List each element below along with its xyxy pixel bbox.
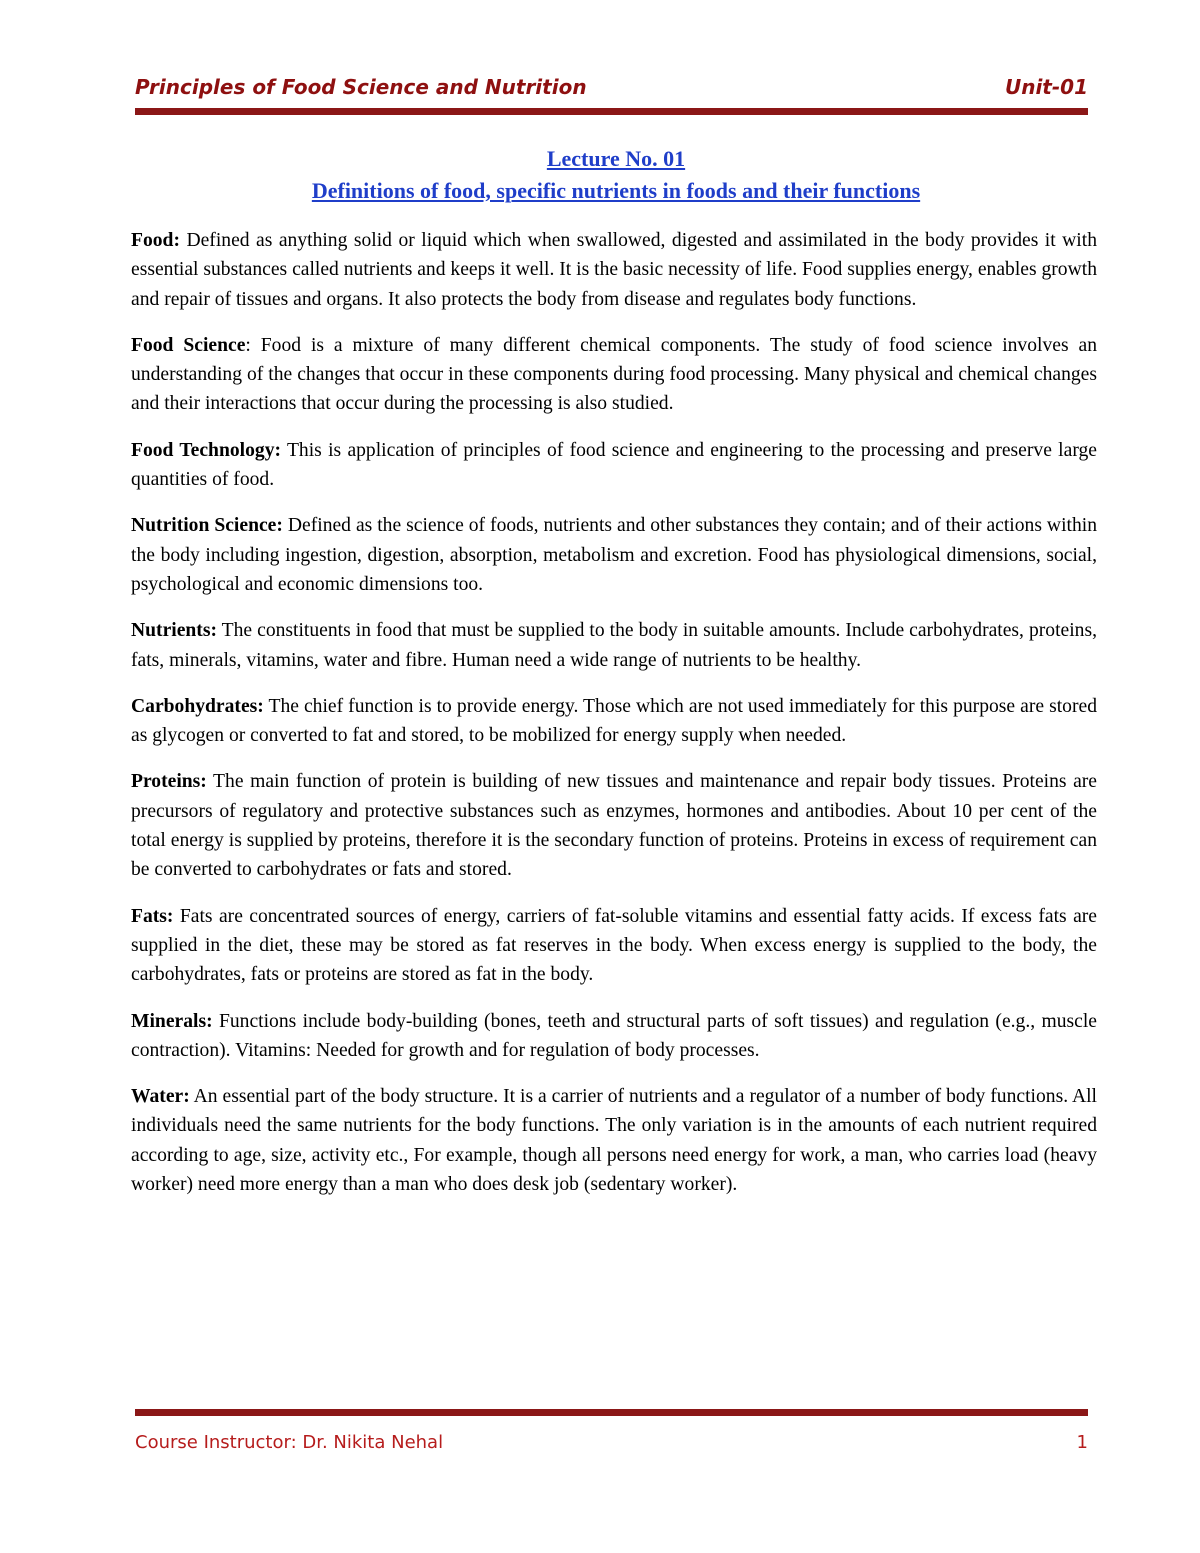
term-label: Carbohydrates:	[131, 695, 264, 717]
course-title: Principles of Food Science and Nutrition	[135, 75, 587, 99]
term-label: Proteins:	[131, 771, 207, 793]
term-label: Food Technology:	[131, 439, 282, 461]
lecture-body	[131, 226, 1097, 1216]
definition-text: Fats are concentrated sources of energy, carriers of fat-soluble vitamins and essential fatty acids. If excess fats are supplied in the diet, these may be stored as fat reserves in the body. When excess energy is supplied to the body, the carbohydrates, fats or proteins are stored as fat in the body.	[131, 905, 1097, 986]
definition-text: An essential part of the body structure. It is a carrier of nutrients and a regulator of a number of body functions. All individuals need the same nutrients for the body functions. The only variation is in the amounts of each nutrient required according to age, size, activity etc., For example, though all persons need energy for work, a man, who carries load (heavy worker) need more energy than a man who does desk job (sedentary worker).	[131, 1086, 1097, 1196]
page-number: 1	[1076, 1432, 1088, 1453]
term-label: Food Science	[131, 334, 246, 356]
term-label: Fats:	[131, 905, 174, 927]
lecture-number: Lecture No. 01	[546, 146, 686, 171]
term-label: Nutrients:	[131, 620, 217, 642]
definition-food-technology	[131, 436, 1097, 495]
definition-fats	[131, 902, 1097, 990]
term-label: Food:	[131, 230, 180, 251]
definition-food-science	[131, 331, 1097, 419]
definition-nutrition-science	[131, 511, 1097, 599]
definition-text: The constituents in food that must be supplied to the body in suitable amounts. Include carbohydrates, proteins, fats, minerals, vitamins, water and fibre. Human need a wide range of nutrients to be healthy.	[131, 620, 1097, 671]
definition-text: The chief function is to provide energy. Those which are not used immediately for this purpose are stored as glycogen or converted to fat and stored, to be mobilized for energy supply when needed.	[131, 695, 1097, 747]
term-label: Minerals:	[131, 1010, 213, 1032]
definition-text: : Food is a mixture of many different chemical components. The study of food science involves an understanding of the changes that occur in these components during food processing. Many physical and chemical changes and their interactions that occur during the processing is also studied.	[131, 334, 1097, 415]
lecture-title: Definitions of food, specific nutrients in foods and their functions	[311, 178, 921, 203]
lecture-heading	[135, 143, 1097, 207]
definition-carbohydrates	[131, 692, 1097, 751]
definition-text: Defined as anything solid or liquid which when swallowed, digested and assimilated in the body provides it with essential substances called nutrients and keeps it well. It is the basic necessity of life. Food supplies energy, enables growth and repair of tissues and organs. It also protects the body from disease and regulates body functions.	[131, 230, 1097, 310]
definition-minerals	[131, 1007, 1097, 1066]
page-footer	[135, 1428, 1088, 1458]
definition-nutrients	[131, 616, 1097, 675]
course-instructor: Course Instructor: Dr. Nikita Nehal	[135, 1432, 444, 1453]
footer-divider	[135, 1409, 1088, 1416]
header-divider	[135, 108, 1088, 115]
term-label: Nutrition Science:	[131, 515, 283, 537]
definition-text: Functions include body-building (bones, teeth and structural parts of soft tissues) and regulation (e.g., muscle contraction). Vitamins: Needed for growth and for regulation of body processes.	[131, 1010, 1097, 1061]
definition-food	[131, 226, 1097, 314]
definition-text: Defined as the science of foods, nutrients and other substances they contain; and of their actions within the body including ingestion, digestion, absorption, metabolism and excretion. Food has physiological dimensions, social, psychological and economic dimensions too.	[131, 515, 1097, 595]
definition-water	[131, 1082, 1097, 1199]
definition-text: This is application of principles of food science and engineering to the processing and preserve large quantities of food.	[131, 439, 1097, 491]
page-header	[135, 72, 1088, 102]
unit-label: Unit-01	[1004, 75, 1088, 99]
definition-proteins	[131, 767, 1097, 884]
term-label: Water:	[131, 1086, 190, 1108]
definition-text: The main function of protein is building of new tissues and maintenance and repair body tissues. Proteins are precursors of regulatory and protective substances such as enzymes, hormones and antibodies. About 10 per cent of the total energy is supplied by proteins, therefore it is the secondary function of proteins. Proteins in excess of requirement can be converted to carbohydrates or fats and stored.	[131, 771, 1097, 881]
